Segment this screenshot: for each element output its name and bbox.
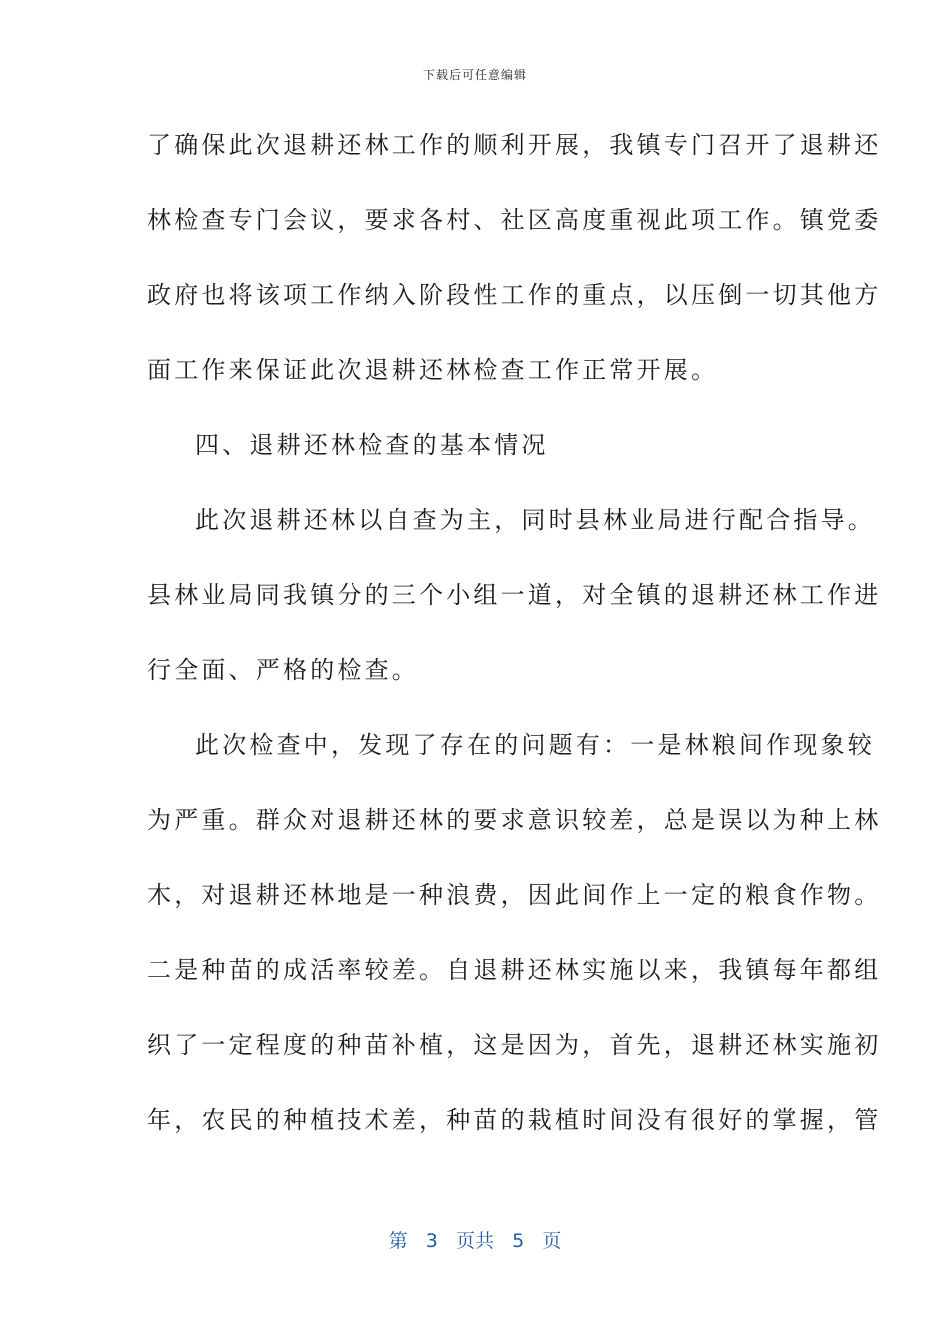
text-line: 了确保此次退耕还林工作的顺利开展，我镇专门召开了退耕还 xyxy=(147,131,882,159)
page-middle: 页共 xyxy=(455,1230,494,1252)
text-line: 织了一定程度的种苗补植，这是因为，首先，退耕还林实施初 xyxy=(147,1031,882,1059)
current-page-number: 3 xyxy=(425,1230,438,1252)
text-line: 此次检查中，发现了存在的问题有：一是林粮间作现象较 xyxy=(195,731,875,759)
text-line: 年，农民的种植技术差，种苗的栽植时间没有很好的掌握，管 xyxy=(147,1106,882,1134)
text-line: 此次退耕还林以自查为主，同时县林业局进行配合指导。 xyxy=(195,506,875,534)
section-heading: 四、退耕还林检查的基本情况 xyxy=(195,431,549,459)
text-line: 行全面、严格的检查。 xyxy=(147,656,419,684)
text-line: 面工作来保证此次退耕还林检查工作正常开展。 xyxy=(147,356,719,384)
page-prefix: 第 xyxy=(388,1230,408,1252)
page-header: 下载后可任意编辑 xyxy=(422,68,527,82)
text-line: 为严重。群众对退耕还林的要求意识较差，总是误以为种上林 xyxy=(147,806,882,834)
page-footer xyxy=(0,1226,950,1253)
text-line: 政府也将该项工作纳入阶段性工作的重点，以压倒一切其他方 xyxy=(147,281,882,309)
text-line: 县林业局同我镇分的三个小组一道，对全镇的退耕还林工作进 xyxy=(147,581,882,609)
text-line: 林检查专门会议，要求各村、社区高度重视此项工作。镇党委 xyxy=(147,206,882,234)
total-pages-number: 5 xyxy=(512,1230,525,1252)
text-line: 二是种苗的成活率较差。自退耕还林实施以来，我镇每年都组 xyxy=(147,956,882,984)
text-line: 木，对退耕还林地是一种浪费，因此间作上一定的粮食作物。 xyxy=(147,881,882,909)
document-body xyxy=(147,124,882,1174)
page-suffix: 页 xyxy=(542,1230,562,1252)
